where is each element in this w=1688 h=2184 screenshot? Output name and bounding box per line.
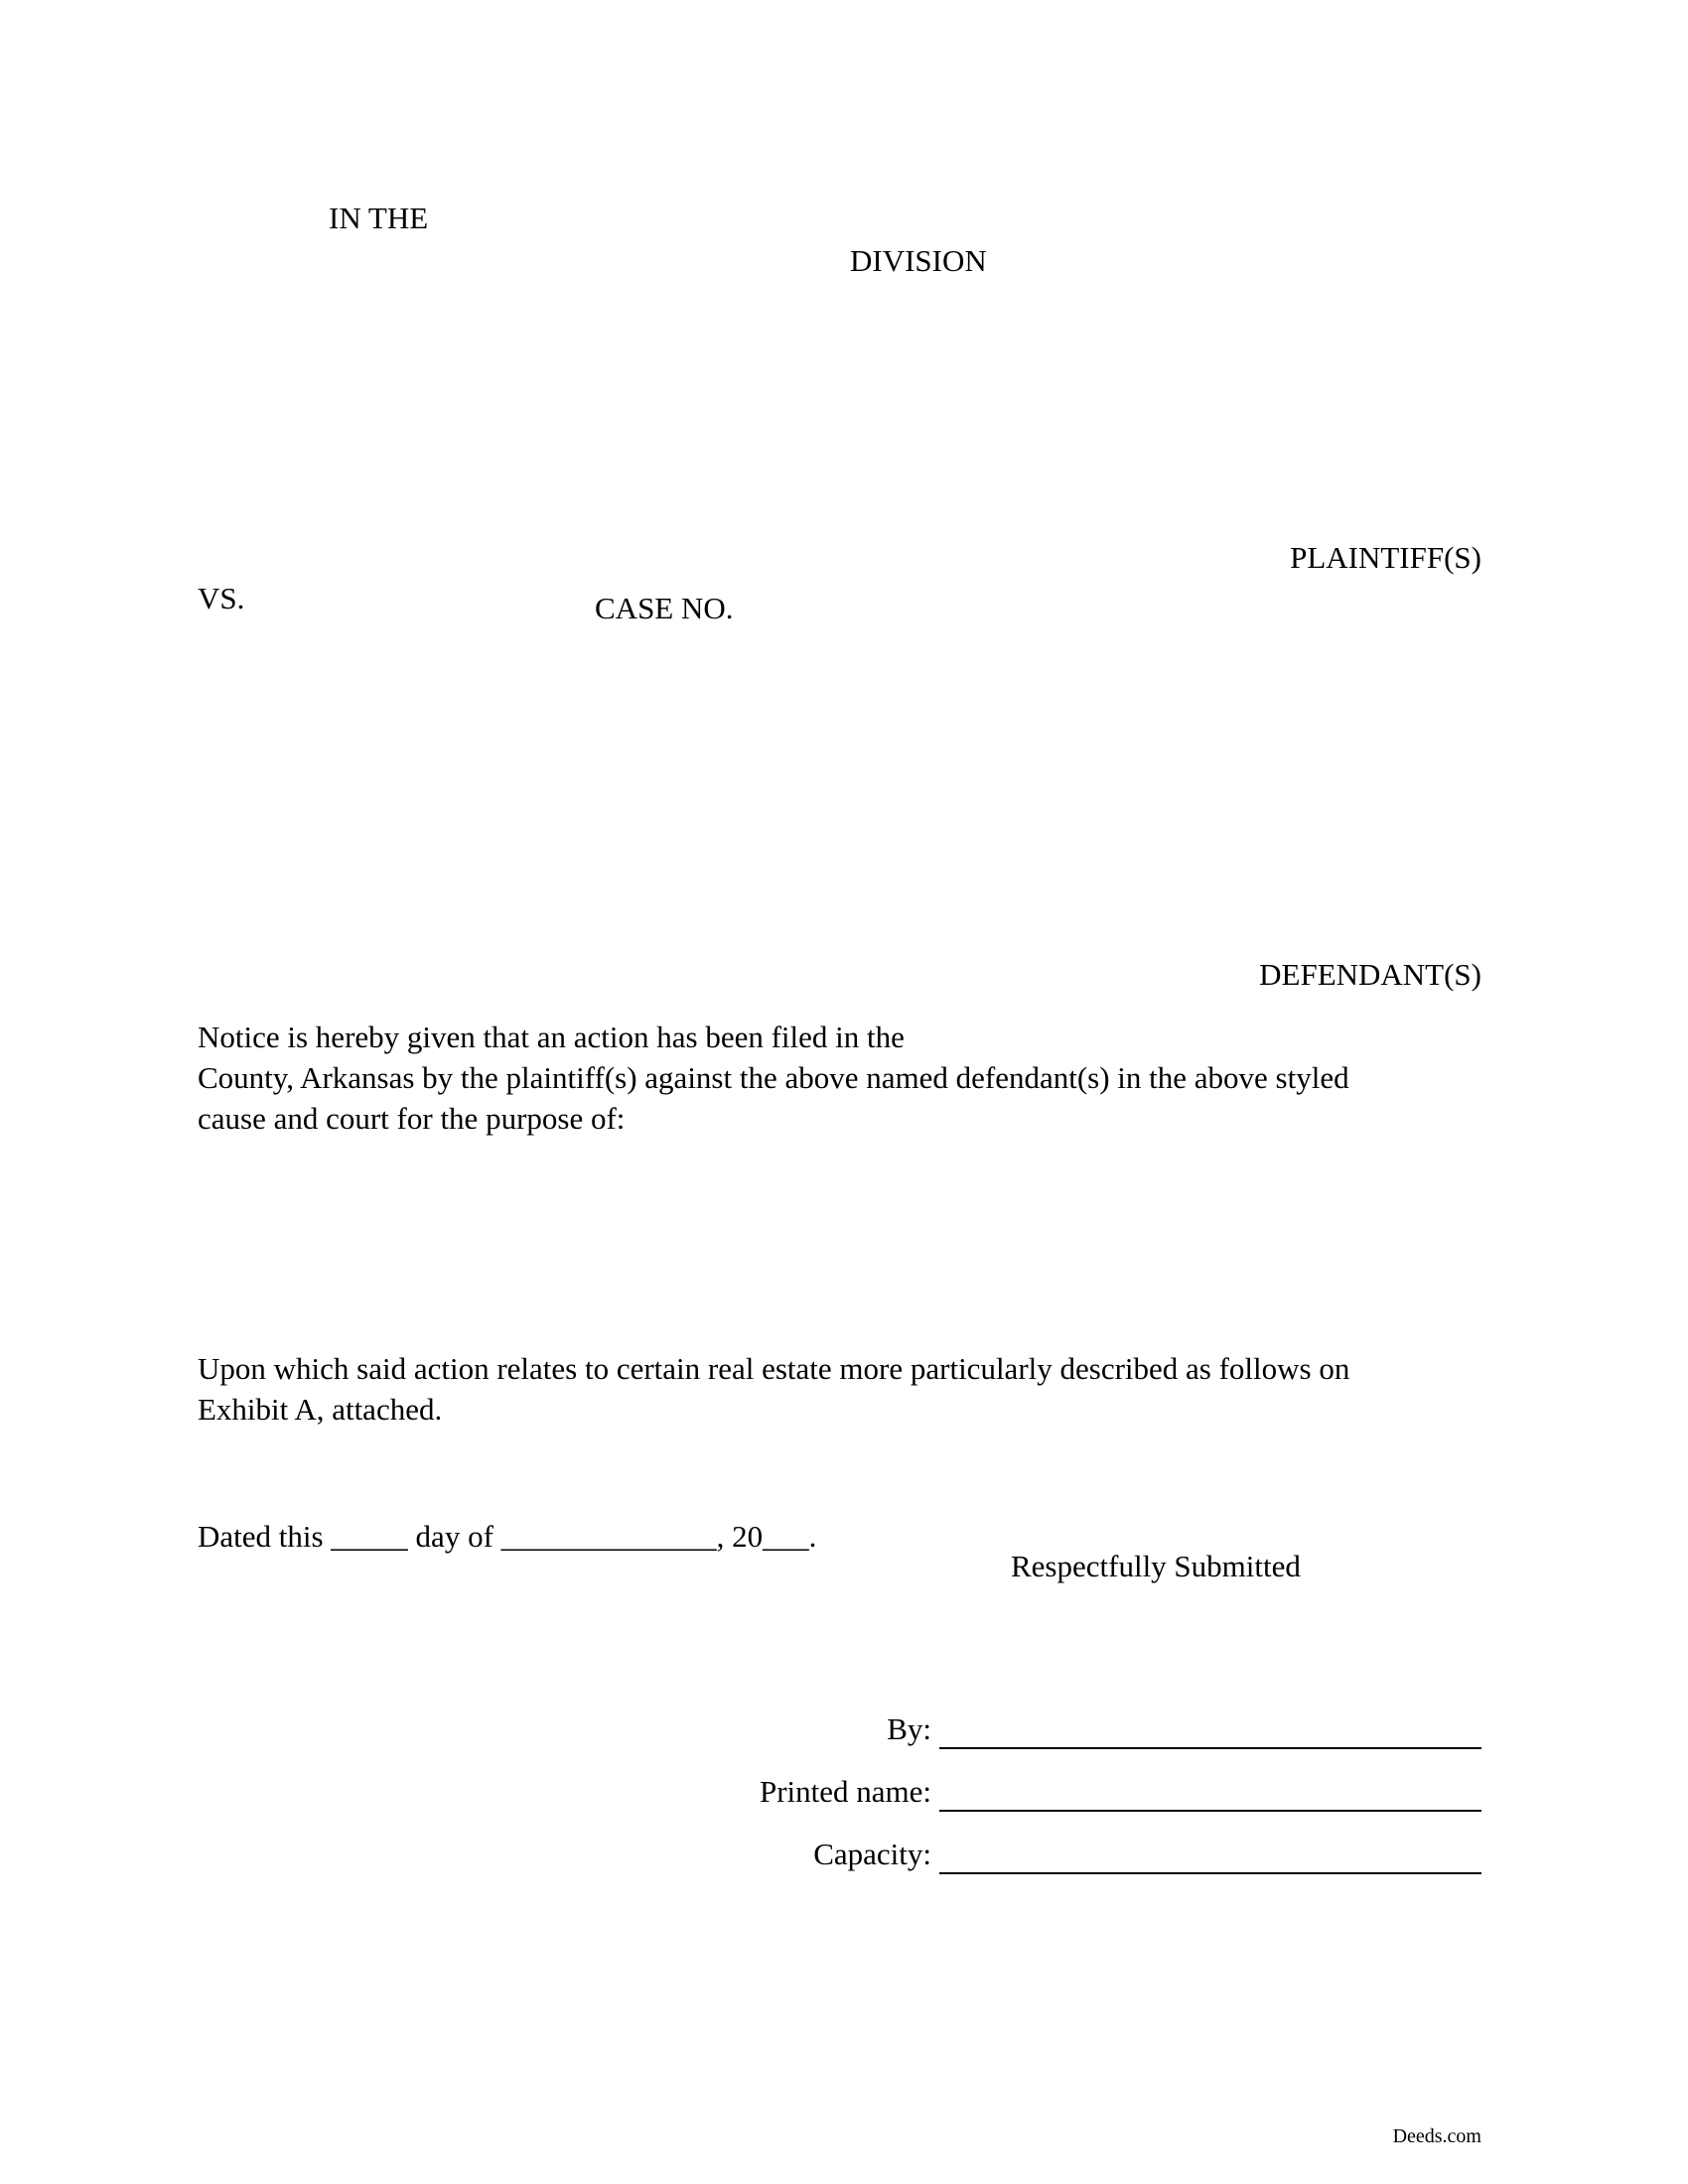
respectfully-submitted: Respectfully Submitted xyxy=(1011,1549,1301,1583)
notice-line-3: cause and court for the purpose of: xyxy=(198,1101,626,1136)
footer-brand: Deeds.com xyxy=(1392,2125,1481,2147)
by-label: By: xyxy=(887,1711,931,1746)
capacity-row xyxy=(695,1831,1481,1874)
printed-name-label: Printed name: xyxy=(759,1774,931,1809)
printed-name-row xyxy=(695,1768,1481,1812)
by-signature-line[interactable] xyxy=(939,1715,1481,1749)
real-estate-line-2: Exhibit A, attached. xyxy=(198,1392,443,1427)
vs-label: VS. xyxy=(198,581,245,615)
notice-line-1: Notice is hereby given that an action has been filed in the xyxy=(198,1020,905,1054)
dated-line: Dated this _____ day of ______________, 20___. xyxy=(198,1519,817,1554)
real-estate-line-1: Upon which said action relates to certain real estate more particularly described as follows on xyxy=(198,1351,1350,1386)
notice-line-2: County, Arkansas by the plaintiff(s) against the above named defendant(s) in the above styled xyxy=(198,1060,1349,1095)
defendants-label: DEFENDANT(S) xyxy=(1259,957,1481,992)
in-the-label: IN THE xyxy=(329,201,429,235)
division-label: DIVISION xyxy=(850,243,987,278)
printed-name-line[interactable] xyxy=(939,1778,1481,1812)
case-no-label: CASE NO. xyxy=(595,591,734,625)
plaintiffs-label: PLAINTIFF(S) xyxy=(1290,540,1481,575)
by-row xyxy=(695,1706,1481,1749)
capacity-line[interactable] xyxy=(939,1841,1481,1874)
capacity-label: Capacity: xyxy=(813,1837,931,1871)
